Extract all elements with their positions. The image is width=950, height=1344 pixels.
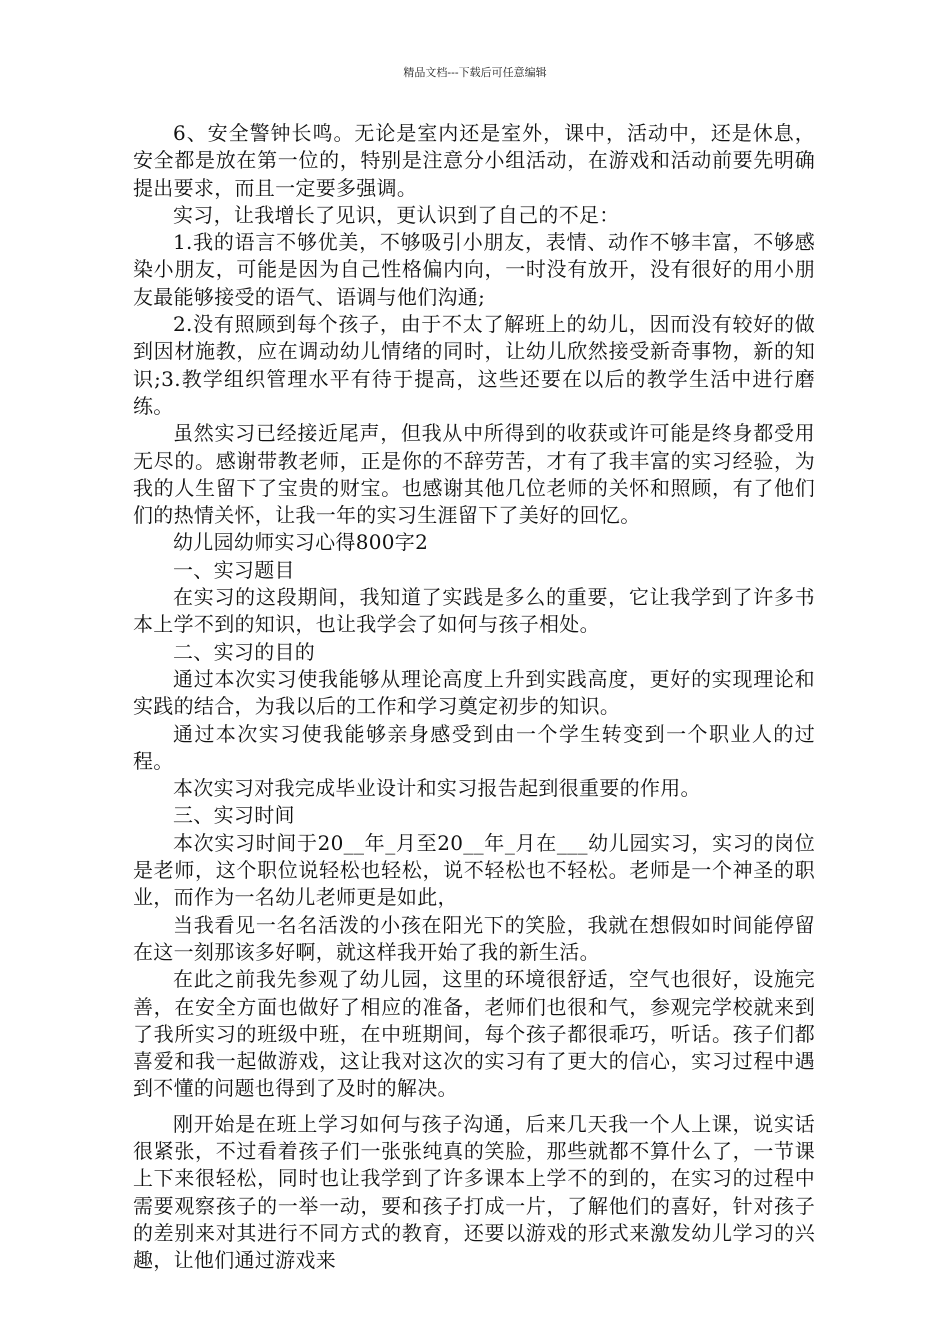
section-title: 幼儿园幼师实习心得800字2 <box>173 530 429 555</box>
heading-purpose: 二、实习的目的 <box>173 639 316 664</box>
heading-time: 三、实习时间 <box>173 803 295 828</box>
paragraph-purpose-2: 通过本次实习使我能够亲身感受到由一个学生转变到一个职业人的过程。 <box>133 721 815 773</box>
paragraph-teaching: 刚开始是在班上学习如何与孩子沟通，后来几天我一个人上课，说实话很紧张，不过看着孩子们一张张纯真的笑脸，那些就都不算什么了，一节课上下来很轻松，同时也让我学到了许多课本上学不的到的，在实习的过程中需要观察孩子的一举一动，要和孩子打成一片，了解他们的喜好，针对孩子的差别来对其进行不同方式的教育，还要以游戏的形式来激发幼儿学习的兴趣，让他们通过游戏来 <box>133 1111 815 1273</box>
paragraph-safety: 6、安全警钟长鸣。无论是室内还是室外，课中，活动中，还是休息，安全都是放在第一位的，特别是注意分小组活动，在游戏和活动前要先明确提出要求，而且一定要多强调。 <box>133 121 815 200</box>
paragraph-topic: 在实习的这段期间，我知道了实践是多么的重要，它让我学到了许多书本上学不到的知识，也让我学会了如何与孩子相处。 <box>133 585 815 637</box>
paragraph-smile: 当我看见一名名活泼的小孩在阳光下的笑脸，我就在想假如时间能停留在这一刻那该多好啊，就这样我开始了我的新生活。 <box>133 912 815 964</box>
document-body <box>133 120 815 1274</box>
paragraph-insight: 实习，让我增长了见识，更认识到了自己的不足： <box>173 202 620 227</box>
paragraph-thanks: 虽然实习已经接近尾声，但我从中所得到的收获或许可能是终身都受用无尽的。感谢带教老师，正是你的不辞劳苦，才有了我丰富的实习经验，为我的人生留下了宝贵的财宝。也感谢其他几位老师的关怀和照顾，有了他们们的热情关怀，让我一年的实习生涯留下了美好的回忆。 <box>133 421 815 528</box>
heading-topic: 一、实习题目 <box>173 557 295 582</box>
paragraph-purpose-3: 本次实习对我完成毕业设计和实习报告起到很重要的作用。 <box>173 776 701 801</box>
paragraph-purpose-1: 通过本次实习使我能够从理论高度上升到实践高度，更好的实现理论和实践的结合，为我以后的工作和学习奠定初步的知识。 <box>133 666 815 719</box>
paragraph-visit: 在此之前我先参观了幼儿园，这里的环境很舒适，空气也很好，设施完善，在安全方面也做好了相应的准备，老师们也很和气，参观完学校就来到了我所实习的班级中班，在中班期间，每个孩子都很乖巧，听话。孩子们都喜爱和我一起做游戏，这让我对这次的实习有了更大的信心，实习过程中遇到不懂的问题也得到了及时的解决。 <box>133 967 815 1101</box>
paragraph-time: 本次实习时间于20__年_月至20__年_月在___幼儿园实习，实习的岗位是老师，这个职位说轻松也轻松，说不轻松也不轻松。老师是一个神圣的职业，而作为一名幼儿老师更是如此， <box>133 830 815 910</box>
paragraph-point-2: 2.没有照顾到每个孩子，由于不太了解班上的幼儿，因而没有较好的做到因材施教，应在调动幼儿情绪的同时，让幼儿欣然接受新奇事物，新的知识;3.教学组织管理水平有待于提高，这些还要在以后的教学生活中进行磨练。 <box>133 312 815 418</box>
paragraph-point-1: 1.我的语言不够优美，不够吸引小朋友，表情、动作不够丰富，不够感染小朋友，可能是因为自己性格偏内向，一时没有放开，没有很好的用小朋友最能够接受的语气、语调与他们沟通; <box>133 230 815 309</box>
page-header: 精品文档---下载后可任意编辑 <box>403 66 547 79</box>
